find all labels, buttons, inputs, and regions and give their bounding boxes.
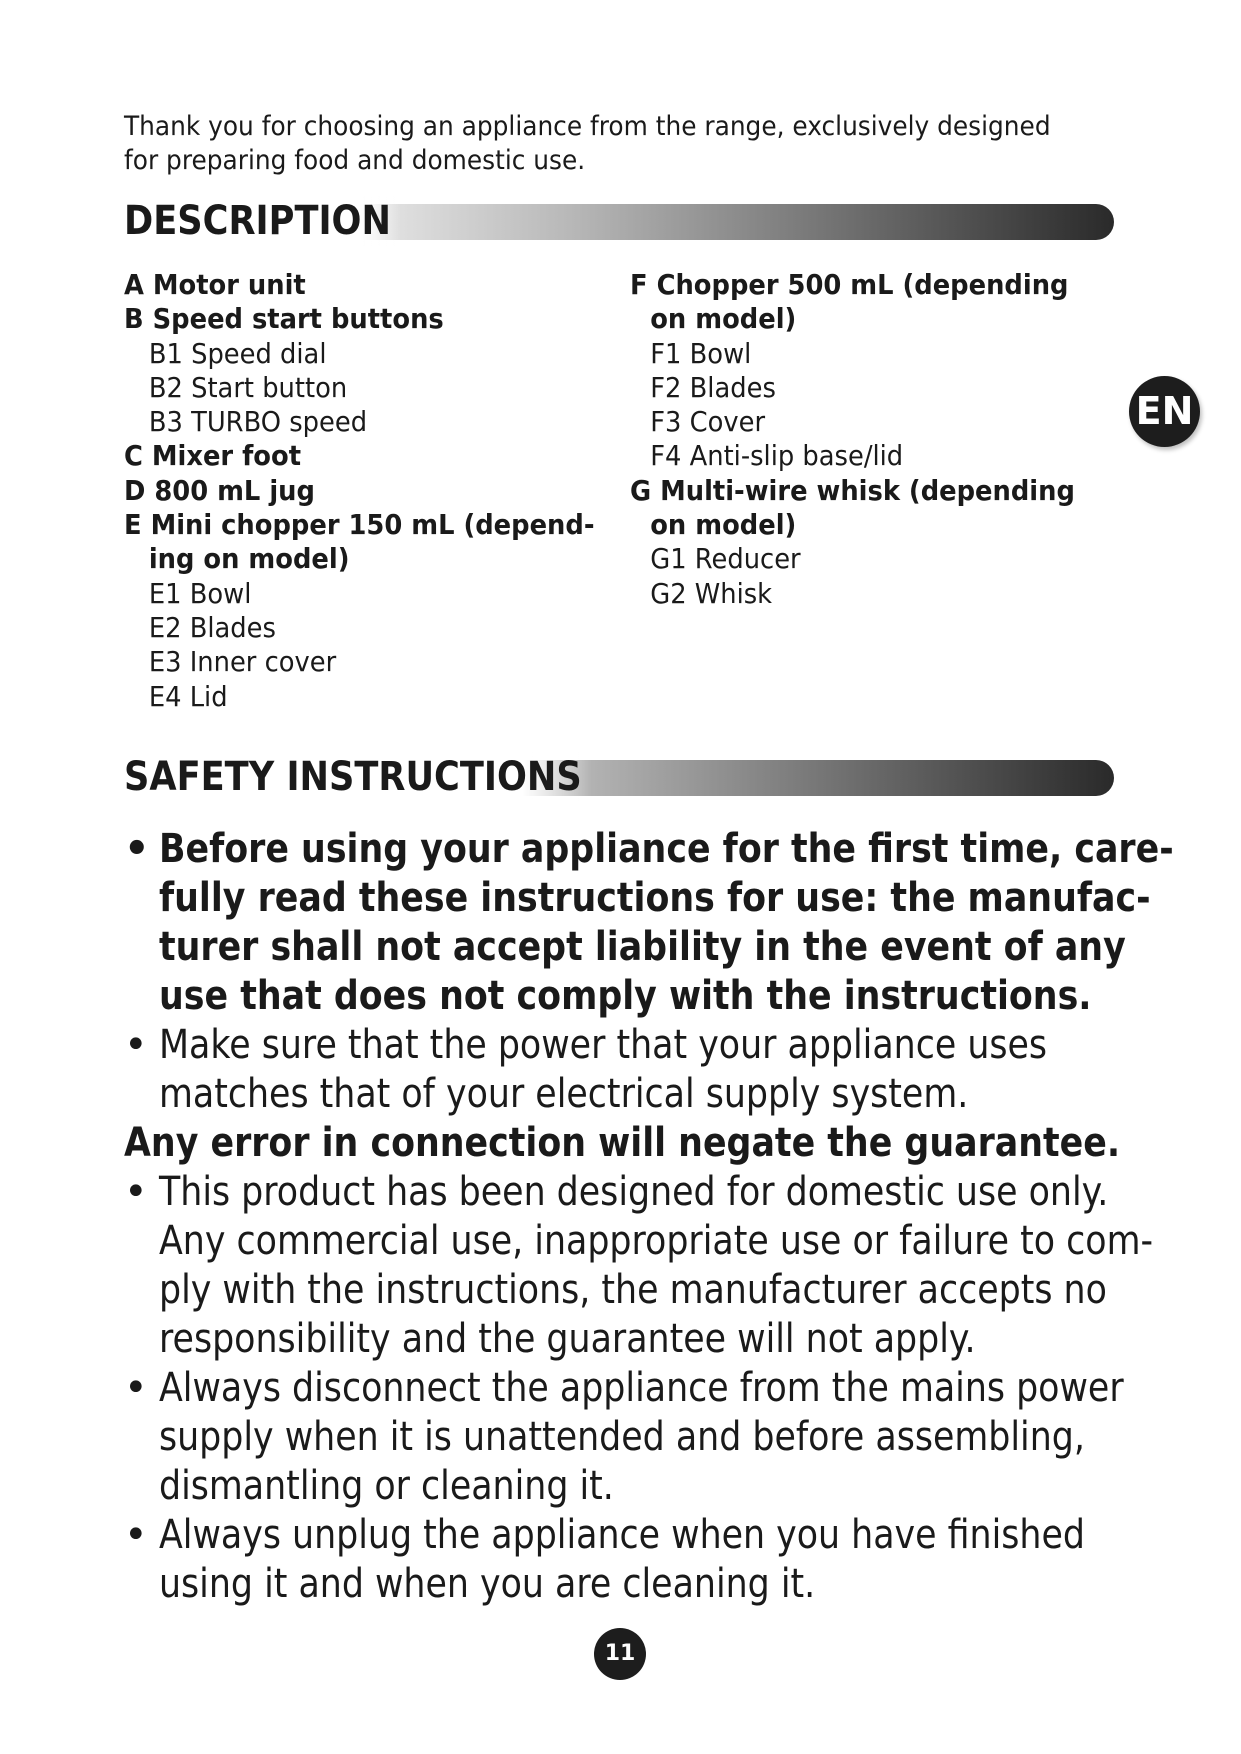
part-subitem: G1 Reducer <box>650 542 801 576</box>
part-item: A Motor unit <box>124 268 306 301</box>
part-subitem: F1 Bowl <box>650 336 752 370</box>
safety-line: matches that of your electrical supply system. <box>159 1071 969 1117</box>
bullet-icon: • <box>124 1512 148 1558</box>
part-subitem: F2 Blades <box>650 370 776 404</box>
part-item: C Mixer foot <box>124 439 302 473</box>
page-number: 11 <box>594 1628 646 1680</box>
description-left-column <box>124 268 635 714</box>
safety-line: Always unplug the appliance when you have finished <box>159 1512 1085 1558</box>
part-subitem: B2 Start button <box>148 370 348 404</box>
part-item: D 800 mL jug <box>124 473 315 507</box>
safety-instructions <box>124 825 1204 1609</box>
part-item: B Speed start buttons <box>124 302 444 336</box>
safety-paragraph <box>124 1021 1204 1119</box>
safety-line: Always disconnect the appliance from the mains power <box>159 1365 1124 1411</box>
safety-paragraph <box>124 1511 1204 1609</box>
part-item: G Multi-wire whisk (depending <box>630 473 1075 507</box>
part-item-continued: on model) <box>650 508 797 542</box>
guarantee-warning <box>124 1119 1204 1168</box>
part-subitem: F3 Cover <box>650 405 766 439</box>
part-subitem: E3 Inner cover <box>148 645 337 679</box>
part-subitem: E1 Bowl <box>148 576 252 610</box>
safety-line: ply with the instructions, the manufacturer accepts no <box>159 1267 1107 1313</box>
safety-line: fully read these instructions for use: the manufac- <box>159 875 1151 921</box>
description-heading <box>124 196 1114 246</box>
safety-line: This product has been designed for domestic use only. <box>159 1169 1109 1215</box>
safety-line: turer shall not accept liability in the event of any <box>159 924 1126 970</box>
safety-line: Any commercial use, inappropriate use or failure to com- <box>159 1218 1154 1264</box>
part-subitem: F4 Anti-slip base/lid <box>650 439 904 473</box>
description-title: DESCRIPTION <box>124 196 402 246</box>
part-item: F Chopper 500 mL (depending <box>630 268 1069 301</box>
language-badge: EN <box>1129 376 1200 447</box>
bullet-icon: • <box>124 1169 148 1215</box>
safety-line: Make sure that the power that your appliance uses <box>159 1022 1048 1068</box>
part-subitem: B3 TURBO speed <box>148 405 368 439</box>
bullet-icon: • <box>124 826 150 872</box>
safety-line: dismantling or cleaning it. <box>159 1463 614 1509</box>
safety-paragraph <box>124 1168 1204 1364</box>
part-subitem: E2 Blades <box>148 610 276 644</box>
intro-text <box>124 110 1062 178</box>
part-subitem: B1 Speed dial <box>148 336 327 370</box>
part-subitem: G2 Whisk <box>650 576 773 610</box>
part-item: E Mini chopper 150 mL (depend- <box>124 508 595 542</box>
part-subitem: E4 Lid <box>148 679 228 713</box>
safety-line: responsibility and the guarantee will not apply. <box>159 1316 976 1362</box>
safety-heading <box>124 752 1114 802</box>
safety-line: use that does not comply with the instructions. <box>159 973 1092 1019</box>
part-item-continued: ing on model) <box>148 542 350 576</box>
safety-paragraph <box>124 825 1204 1021</box>
safety-paragraph <box>124 1364 1204 1511</box>
intro-line: Thank you for choosing an appliance from the range, exclusively designed <box>124 111 1051 142</box>
safety-line: Before using your appliance for the first time, care- <box>159 826 1174 872</box>
bullet-icon: • <box>124 1365 148 1411</box>
description-right-column <box>630 268 1114 611</box>
safety-line: using it and when you are cleaning it. <box>159 1561 816 1607</box>
safety-title: SAFETY INSTRUCTIONS <box>124 752 592 802</box>
safety-line: Any error in connection will negate the guarantee. <box>124 1120 1121 1166</box>
safety-line: supply when it is unattended and before assembling, <box>159 1414 1085 1460</box>
intro-line: for preparing food and domestic use. <box>124 145 586 176</box>
bullet-icon: • <box>124 1022 148 1068</box>
part-item-continued: on model) <box>650 302 797 336</box>
